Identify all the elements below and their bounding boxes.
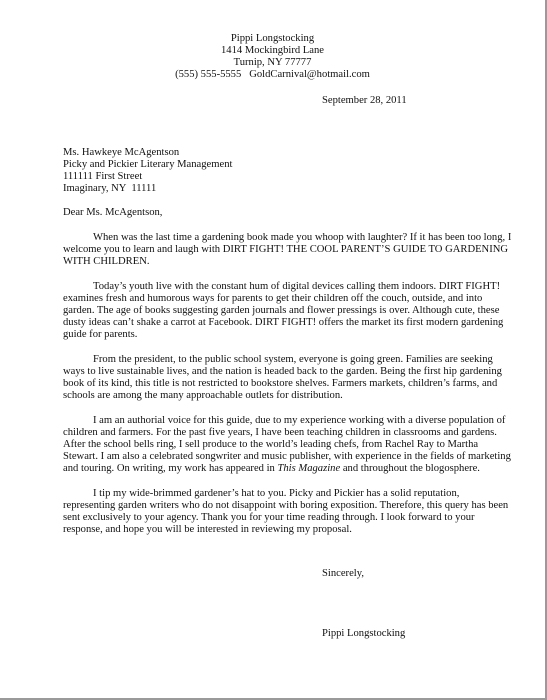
salutation: Dear Ms. McAgentson, xyxy=(63,207,163,218)
recipient-city: Imaginary, NY 11111 xyxy=(63,183,157,194)
sender-city: Turnip, NY 77777 xyxy=(233,57,312,68)
recipient-agency: Picky and Pickier Literary Management xyxy=(63,159,233,170)
sender-contact: (555) 555-5555 GoldCarnival@hotmail.com xyxy=(175,69,370,80)
paragraph-bio xyxy=(63,415,514,475)
paragraph-closing: I tip my wide-brimmed gardener’s hat to you. Picky and Pickier has a solid reputation, representing garden writers who do not disappoint with boring exposition. Therefore, this query has been sent exclusively to your agency. Thank you for your time reading through. I look forward to your response, and hope you will be interested in reviewing my proposal. xyxy=(63,488,509,535)
sender-name: Pippi Longstocking xyxy=(230,33,315,44)
magazine-title: This Magazine xyxy=(277,463,341,474)
sender-street: 1414 Mockingbird Lane xyxy=(221,45,324,56)
paragraph-hook: When was the last time a gardening book made you whoop with laughter? If it has been too long, I welcome you to learn and laugh with DIRT FIGHT! THE COOL PARENT’S GUIDE TO GARDENING WITH CHILDREN. xyxy=(63,232,512,267)
letter-date: September 28, 2011 xyxy=(322,95,407,106)
paragraph-market: From the president, to the public school system, everyone is going green. Families are seeking ways to live sustainable lives, and the nation is headed back to the garden. Being the first hip gardening book of its kind, this title is not restricted to bookstore shelves. Farmers markets, children’s farms, and schools are among the many approachable outlets for distribution. xyxy=(63,354,502,401)
sender-address-block xyxy=(0,33,545,81)
bio-text-start: I am an authorial voice for this guide, due to my experience working with a diverse population of children and farmers. For the past five years, I have been teaching children in classrooms and gardens. After the school bells ring, I sell produce to the world’s leading chefs, from Rachel Ray to Martha Stewart. I am also a celebrated songwriter and music publisher, with experience in the fields of marketing and touring. On writing, my work has appeared in xyxy=(63,415,511,474)
letter-body xyxy=(63,232,514,549)
complimentary-close: Sincerely, xyxy=(322,568,364,579)
bio-text-end: and throughout the blogosphere. xyxy=(340,463,480,474)
recipient-street: 111111 First Street xyxy=(63,171,143,182)
signature-name: Pippi Longstocking xyxy=(322,628,406,639)
paragraph-premise: Today’s youth live with the constant hum of digital devices calling them indoors. DIRT FIGHT! examines fresh and humorous ways for parents to get their children off the couch, outside, and into garden. The age of books suggesting garden journals and flower pressings is over. Although cute, these dusty ideas can’t shake a carrot at Facebook. DIRT FIGHT! offers the market its first modern gardening guide for parents. xyxy=(63,281,504,340)
recipient-address-block xyxy=(63,147,232,195)
recipient-name: Ms. Hawkeye McAgentson xyxy=(63,147,180,158)
